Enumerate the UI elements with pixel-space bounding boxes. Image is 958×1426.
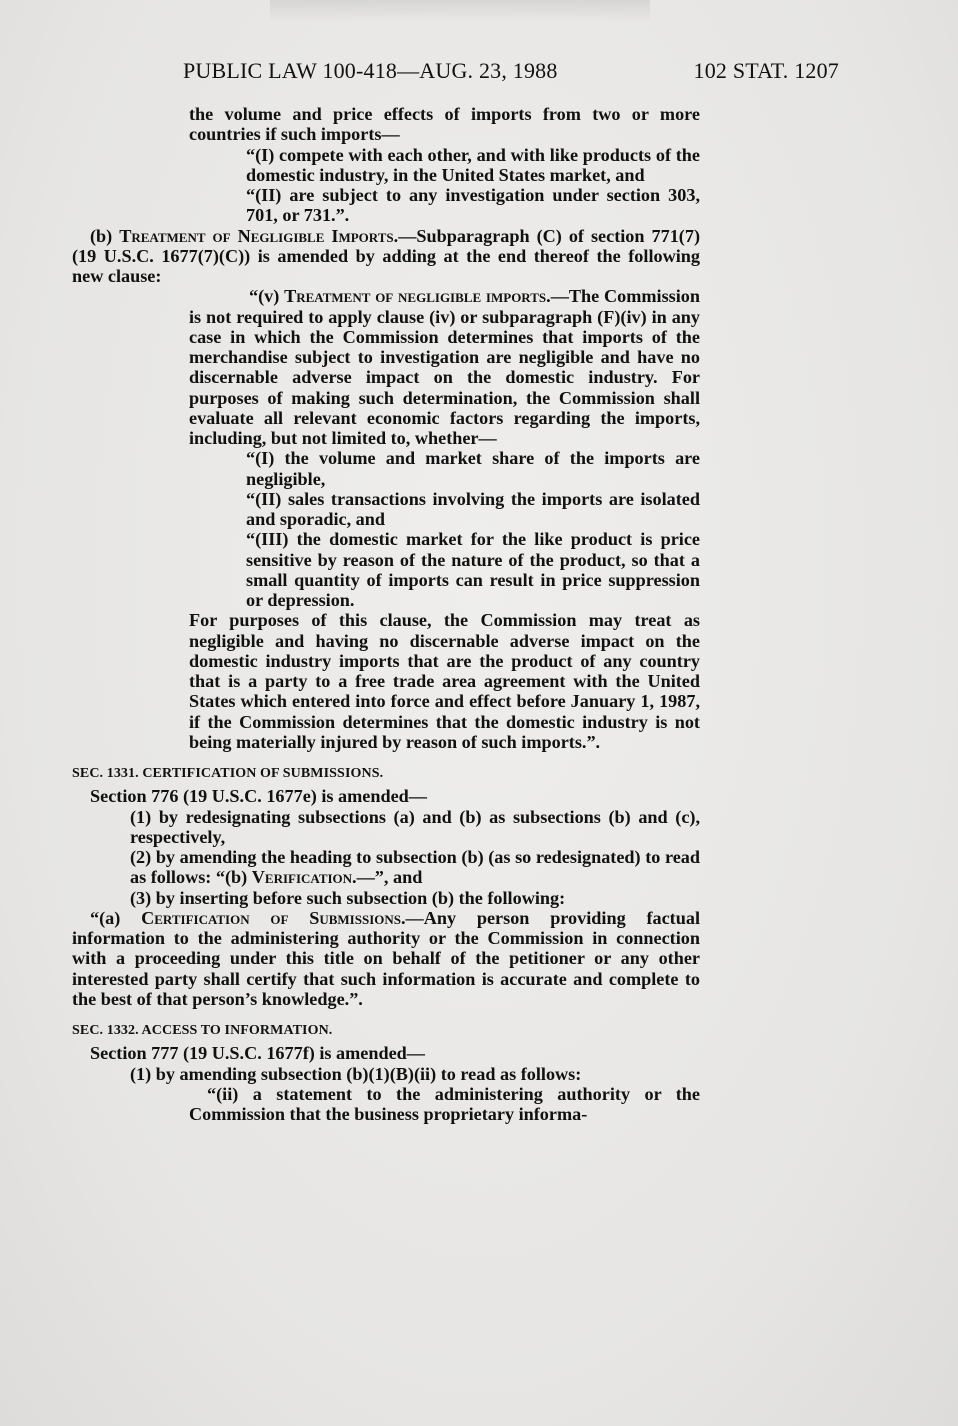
section-1331-item-2-text: (2) by amending the heading to subsection (b) (as so redesignated) to read as follows: “(b) xyxy=(130,847,700,888)
clause-v-subclause-I: “(I) the volume and market share of the imports are negligible, xyxy=(246,448,700,489)
clause-v xyxy=(189,286,700,448)
header-stat-page: 102 STAT. 1207 xyxy=(693,58,839,83)
section-1331-item-3: (3) by inserting before such subsection (b) the following: xyxy=(130,887,566,908)
clause-v-text: —The Commission is not required to apply clause (iv) or subparagraph (F)(iv) in any case in which the Commission determines that imports of the merchandise subject to investigation are negligible and have no discernable adverse impact on the domestic industry. For purposes of making such determination, the Commission shall evaluate all relevant economic factors regarding the imports, including, but not limited to, whether— xyxy=(189,286,700,448)
clause-I-compete: “(I) compete with each other, and with like products of the domestic industry, in the United States market, and xyxy=(246,144,700,185)
subsection-a-label: “(a) xyxy=(90,907,121,928)
clause-v-subclause-II: “(II) sales transactions involving the imports are isolated and sporadic, and xyxy=(246,488,700,529)
section-1332-intro: Section 777 (19 U.S.C. 1677f) is amended— xyxy=(90,1043,425,1064)
paragraph-continuation: the volume and price effects of imports from two or more countries if such imports— xyxy=(189,104,700,145)
clause-II-investigation: “(II) are subject to any investigation under section 303, 701, or 731.”. xyxy=(246,185,700,226)
section-1332-item-1: (1) by amending subsection (b)(1)(B)(ii) to read as follows: xyxy=(130,1063,582,1084)
section-1331-item-2-heading: Verification. xyxy=(251,867,357,888)
section-1331-item-2 xyxy=(130,847,700,888)
subsection-a-text: —Any person providing factual information to the administering authority or the Commission in connection with a proceeding under this title on behalf of the petitioner or any other interested party shall certify that such information is accurate and complete to the best of that person’s knowledge.”. xyxy=(72,907,700,1009)
section-1331-intro: Section 776 (19 U.S.C. 1677e) is amended— xyxy=(90,786,427,807)
subsection-b-label: (b) xyxy=(90,225,113,246)
clause-v-closing: For purposes of this clause, the Commission may treat as negligible and having no discernable adverse impact on the domestic industry imports that are the product of any country that is a party to a free trade area agreement with the United States which entered into force and effect before January 1, 1987, if the Commission determines that the domestic industry is not being materially injured by reason of such imports.”. xyxy=(189,610,700,752)
subsection-b-text: —Subparagraph (C) of section 771(7) (19 U.S.C. 1677(7)(C)) is amended by adding at the end thereof the following new clause: xyxy=(72,225,701,286)
subsection-b-heading: Treatment of Negligible Imports. xyxy=(119,225,399,246)
section-1332-clause-ii: “(ii) a statement to the administering authority or the Commission that the business proprietary informa- xyxy=(189,1083,700,1124)
header-law-citation: PUBLIC LAW 100-418—AUG. 23, 1988 xyxy=(183,58,558,83)
section-1331-item-2-end: —”, and xyxy=(356,867,423,888)
section-1332-heading: SEC. 1332. ACCESS TO INFORMATION. xyxy=(72,1023,333,1038)
section-1331-item-1: (1) by redesignating subsections (a) and (b) as subsections (b) and (c), respectively, xyxy=(130,806,700,847)
clause-v-subclause-III: “(III) the domestic market for the like product is price sensitive by reason of the nature of the product, so that a small quantity of imports can result in price suppression or depression. xyxy=(246,529,700,610)
document-body xyxy=(72,104,700,1124)
clause-v-heading: Treatment of negligible imports. xyxy=(284,286,551,307)
section-1331-heading: SEC. 1331. CERTIFICATION OF SUBMISSIONS. xyxy=(72,766,384,781)
scan-smudge xyxy=(270,0,650,22)
page-header xyxy=(183,58,839,92)
subsection-b xyxy=(72,226,700,287)
clause-v-label: “(v) xyxy=(249,286,280,307)
subsection-a-certification xyxy=(72,908,700,1009)
subsection-a-heading: Certification of Submissions. xyxy=(141,907,406,928)
